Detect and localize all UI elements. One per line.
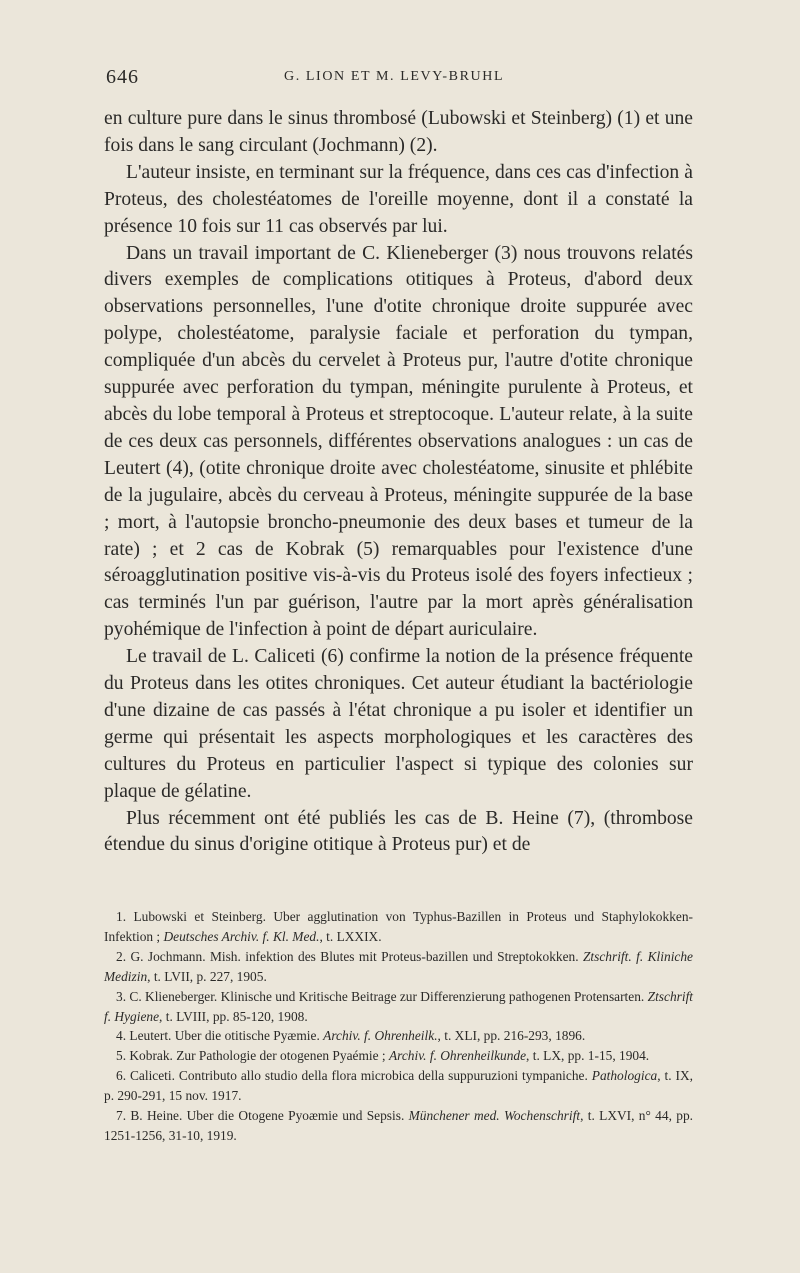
footnote: 5. Kobrak. Zur Pathologie der otogenen Pyaémie ; Archiv. f. Ohrenheilkunde, t. LX, pp. 1-15, 1904. [116, 1048, 650, 1064]
footnote: 1. Lubowski et Steinberg. Uber agglutination von Typhus-Bazillen in Proteus und Staphylokokken-Infektion ; Deutsches Archiv. f. Kl. Med., t. LXXIX. [104, 909, 693, 944]
footnote: 2. G. Jochmann. Mish. infektion des Blutes mit Proteus-bazillen und Streptokokken. Ztschrift. f. Kliniche Medizin, t. LVII, p. 227, 1905. [104, 948, 693, 984]
footnote: 6. Caliceti. Contributo allo studio della flora microbica della suppuruzioni tympaniche. Pathologica, t. IX, p. 290-291, 15 nov. 1917. [104, 1068, 693, 1104]
paragraph: Le travail de L. Caliceti (6) confirme la notion de la présence fréquente du Proteus dans les otites chroniques. Cet auteur étudiant la bactériologie d'une dizaine de cas passés à l'état chronique a pu isoler et identifier un germe qui présentait les aspects morphologiques et les caractères des cultures du Proteus en particulier l'aspect si typique des colonies sur plaque de gélatine. [104, 646, 693, 802]
footnote: 4. Leutert. Uber die otitische Pyæmie. Archiv. f. Ohrenheilk., t. XLI, pp. 216-293, 1896. [116, 1028, 586, 1044]
paragraph: Plus récemment ont été publiés les cas de B. Heine (7), (thrombose étendue du sinus d'origine otitique à Proteus pur) et de [104, 807, 693, 856]
running-title: G. LION ET M. LEVY-BRUHL [284, 69, 505, 84]
page-number: 646 [106, 66, 139, 88]
paragraph: L'auteur insiste, en terminant sur la fréquence, dans ces cas d'infection à Proteus, des cholestéatomes de l'oreille moyenne, dont il a constaté la présence 10 fois sur 11 cas observés par lui. [104, 161, 693, 237]
footnotes [104, 907, 693, 1146]
paragraph: en culture pure dans le sinus thrombosé (Lubowski et Steinberg) (1) et une fois dans le sang circulant (Jochmann) (2). [104, 108, 693, 156]
footnote: 3. C. Klieneberger. Klinische und Kritische Beitrage zur Differenzierung pathogenen Protensarten. Ztschrift f. Hygiene, t. LVIII, pp. 85-120, 1908. [104, 988, 694, 1024]
main-text [104, 106, 693, 859]
paragraph: Dans un travail important de C. Klieneberger (3) nous trouvons relatés divers exemples de complications otitiques à Proteus, d'abord deux observations personnelles, l'une d'otite chronique droite suppurée avec polype, cholestéatome, paralysie faciale et perforation du tympan, compliquée d'un abcès du cervelet à Proteus pur, l'autre d'otite chronique suppurée avec perforation du tympan, méningite purulente à Proteus, et abcès du lobe temporal à Proteus et streptocoque. L'auteur relate, à la suite de ces deux cas personnels, différentes observations analogues : un cas de Leutert (4), (otite chronique droite avec cholestéatome, sinusite et phlébite de la jugulaire, abcès du cerveau à Proteus, méningite suppurée de la base ; mort, à l'autopsie broncho-pneumonie des deux bases et tumeur de la rate) ; et 2 cas de Kobrak (5) remarquables pour l'existence d'une séroagglutination positive vis-à-vis du Proteus isolé des foyers infectieux ; cas terminés l'un par guérison, l'autre par la mort après généralisation pyohémique de l'infection à point de départ auriculaire. [104, 242, 693, 641]
page-header [106, 66, 696, 90]
footnote: 7. B. Heine. Uber die Otogene Pyoæmie und Sepsis. Münchener med. Wochenschrift, t. LXVI, n° 44, pp. 1251-1256, 31-10, 1919. [104, 1108, 693, 1143]
